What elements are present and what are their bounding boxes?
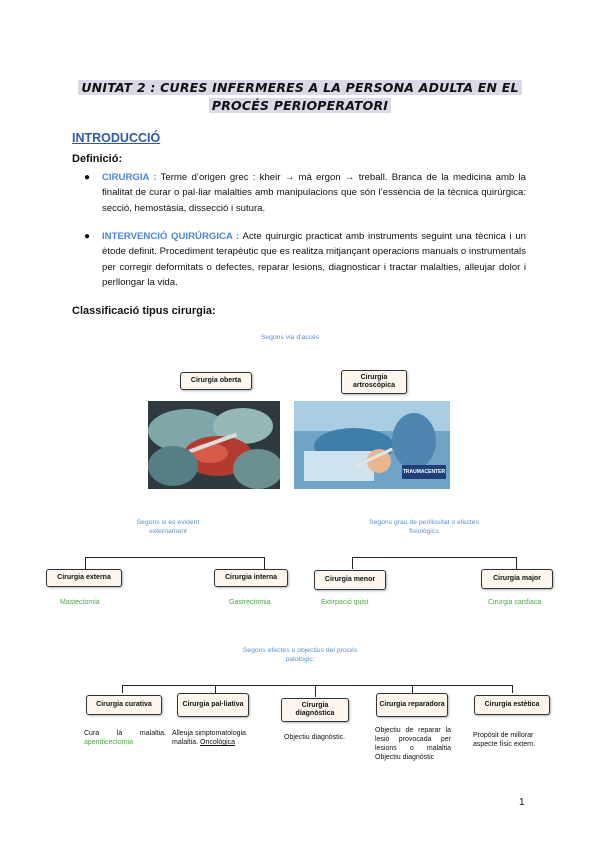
- box-minor-surgery: Cirurgia menor: [314, 570, 386, 590]
- tree-line-evidence: [85, 557, 265, 558]
- box-diagnostic-surgery: Cirurgia diagnòstica: [281, 698, 349, 722]
- tree-line-evidence-right: [264, 557, 265, 569]
- definition-label: Definició:: [72, 153, 123, 165]
- definition-cirurgia: Terme d’origen grec : kheir → mà ergon → treball. Branca de la medicina amb la finalitat de curar o pal·liar malalties amb manipulacions que són l’essència de la tècnica quirúrgica: secció, hemostàsia, dissecció i sutura.: [102, 172, 526, 214]
- classification-label: Classificació tipus cirurgia:: [72, 305, 216, 317]
- bullet-dot-icon: ●: [84, 172, 91, 183]
- box-repair-surgery: Cirurgia reparadora: [376, 693, 448, 717]
- intro-heading: INTRODUCCIÓ: [72, 131, 161, 145]
- box-curative-surgery: Cirurgia curativa: [86, 695, 162, 715]
- desc-diagnostic: Objectiu diagnòstic.: [284, 734, 346, 741]
- bullet-intervencio: [86, 229, 526, 290]
- tree-line-purpose-2: [215, 685, 216, 693]
- tree-line-purpose: [122, 685, 513, 686]
- caption-risk: Segons grau de perillositat o efectes fisiològics: [369, 519, 479, 535]
- tree-line-evidence-left: [85, 557, 86, 569]
- open-surgery-photo: [148, 401, 280, 489]
- page-number: 1: [519, 797, 525, 808]
- caption-access: Segons via d'accés: [260, 334, 320, 341]
- term-intervencio: INTERVENCIÓ QUIRÚRGICA :: [102, 231, 240, 242]
- document-title-line-1: UNITAT 2 : CURES INFERMERES A LA PERSONA ADULTA EN EL: [60, 80, 540, 95]
- traumacenter-logo: TRAUMACENTER: [402, 465, 446, 479]
- tree-line-purpose-4: [412, 685, 413, 693]
- tree-line-risk: [352, 557, 517, 558]
- box-arthroscopic-surgery: Cirurgia artroscòpica: [341, 370, 407, 394]
- box-aesthetic-surgery: Cirurgia estètica: [474, 695, 550, 715]
- example-major: Cirurgia cardíaca: [488, 599, 542, 606]
- tree-line-purpose-1: [122, 685, 123, 693]
- example-internal: Gastrectomia: [229, 599, 271, 606]
- box-internal-surgery: Cirurgia interna: [214, 569, 288, 587]
- tree-line-risk-left: [352, 557, 353, 569]
- desc-repair: Objectiu de reparar la lesió provocada per lesions o malaltia Objectiu diagnòstic: [375, 727, 451, 761]
- definition-intervencio: Acte quirurgic practicat amb instruments seguint una tècnica i un ètode definit. Procediment terapèutic que es realitza mitjançant operacions manuals o instrumentals per corregir deformitats o defectes, reparar lesions, diagnosticar i tractar malalties, alleujar dolor i perllongar la vida.: [102, 231, 526, 288]
- tree-line-purpose-5: [512, 685, 513, 693]
- desc-aesthetic: Propòsit de millorar aspecte físic extern.: [473, 732, 536, 748]
- desc-palliative: Alleuja simptomatologia malaltia. Oncològica: [172, 730, 246, 746]
- desc-curative: Cura la malaltia. apendicectomia: [84, 730, 166, 746]
- box-open-surgery: Cirurgia oberta: [180, 372, 252, 390]
- caption-purpose: Segons efectes o objectius del procés patològic:: [242, 647, 358, 663]
- arthroscopic-surgery-photo: [294, 401, 450, 489]
- example-external: Mastectomia: [60, 599, 100, 606]
- tree-line-purpose-3: [315, 685, 316, 697]
- bullet-dot-icon: ●: [84, 231, 91, 242]
- example-minor: Extirpació quist: [321, 599, 369, 606]
- box-external-surgery: Cirurgia externa: [46, 569, 122, 587]
- document-title-line-2: PROCÉS PERIOPERATORI: [60, 98, 540, 113]
- box-palliative-surgery: Cirurgia pal·liativa: [177, 693, 249, 717]
- term-cirurgia: CIRURGIA :: [102, 172, 157, 183]
- caption-evidence: Segons si és evident externament: [136, 519, 200, 535]
- tree-line-risk-right: [516, 557, 517, 569]
- bullet-cirurgia: [86, 170, 526, 216]
- box-major-surgery: Cirurgia major: [481, 569, 553, 589]
